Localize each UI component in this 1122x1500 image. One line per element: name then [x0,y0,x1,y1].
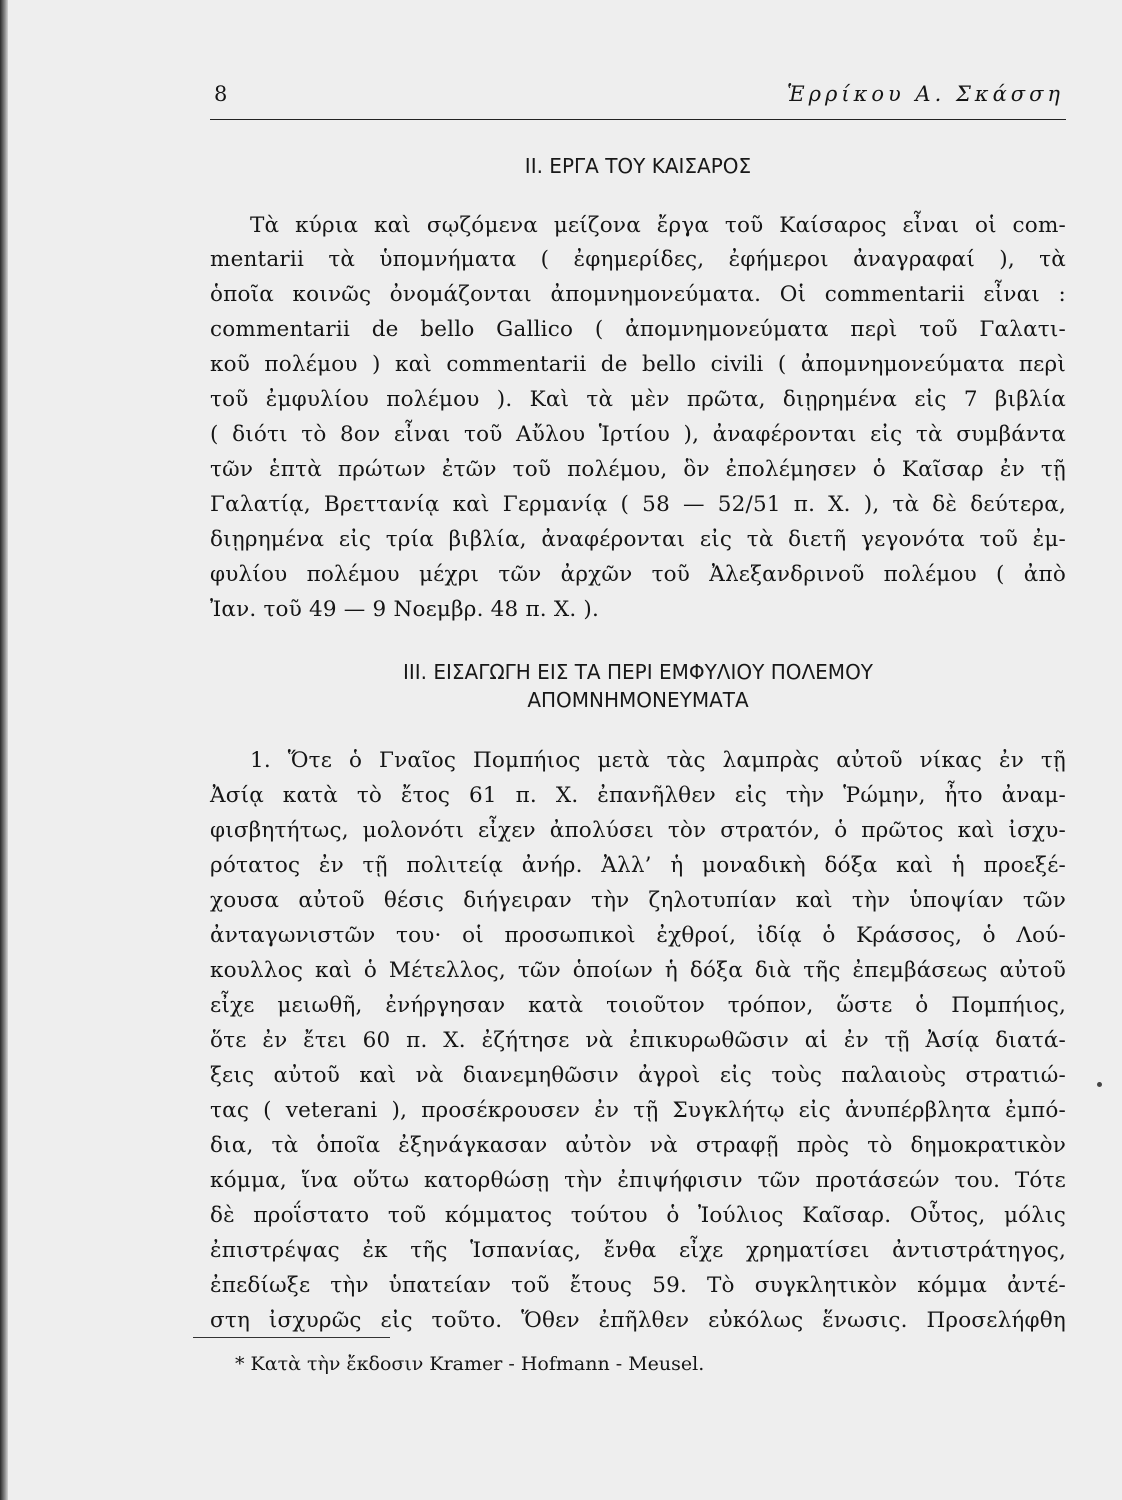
section-3-title: ΙΙΙ. ΕΙΣΑΓΩΓΗ ΕΙΣ ΤΑ ΠΕΡΙ ΕΜΦΥΛΙΟΥ ΠΟΛΕΜΟΥ [402,660,874,684]
text-line: Ἀσίᾳ κατὰ τὸ ἔτος 61 π. Χ. ἐπανῆλθεν εἰς τὴν Ῥώμην, ἦτο ἀναμ- [210,783,1066,808]
text-line: κόμμα, ἵνα οὕτω κατορθώσῃ τὴν ἐπιψήφισιν τῶν προτάσεών του. Τότε [210,1168,1066,1193]
text-line: mentarii τὰ ὑπομνήματα ( ἐφημερίδες, ἐφήμεροι ἀναγραφαί ), τὰ [210,247,1066,272]
page-binding-edge [0,0,8,1500]
text-line: ὁποῖα κοινῶς ὀνομάζονται ἀπομνημονεύματα. Οἱ commentarii εἶναι : [210,282,1066,307]
text-line: commentarii de bello Gallico ( ἀπομνημονεύματα περὶ τοῦ Γαλατι- [210,317,1066,342]
text-line: ὅτε ἐν ἔτει 60 π. Χ. ἐζήτησε νὰ ἐπικυρωθῶσιν αἱ ἐν τῇ Ἀσίᾳ διατά- [210,1028,1066,1053]
text-line: δια, τὰ ὁποῖα ἐξηνάγκασαν αὐτὸν νὰ στραφῇ πρὸς τὸ δημοκρατικὸν [210,1133,1066,1158]
text-line: ἐπιστρέψας ἐκ τῆς Ἱσπανίας, ἔνθα εἶχε χρηματίσει ἀντιστράτηγος, [210,1238,1066,1263]
running-head-author: Ἑρρίκου Α. Σκάσση [786,82,1064,106]
text-line: Γαλατίᾳ, Βρεττανίᾳ καὶ Γερμανίᾳ ( 58 — 52/51 π. Χ. ), τὰ δὲ δεύτερα, [210,492,1066,517]
text-line: στη ἰσχυρῶς εἰς τοῦτο. Ὅθεν ἐπῆλθεν εὐκόλως ἕνωσις. Προσελήφθη [210,1308,1066,1333]
text-line: τας ( veterani ), προσέκρουσεν ἐν τῇ Συγκλήτῳ εἰς ἀνυπέρβλητα ἐμπό- [210,1098,1066,1123]
text-line: Τὰ κύρια καὶ σῳζόμενα μείζονα ἔργα τοῦ Καίσαρος εἶναι οἱ com- [250,213,1066,238]
section-3-title-continued: ΑΠΟΜΝΗΜΟΝΕΥΜΑΤΑ [527,688,749,712]
page-number: 8 [214,82,228,106]
running-head [210,82,1066,112]
header-rule [210,119,1066,120]
text-line: ( διότι τὸ 8ον εἶναι τοῦ Αὔλου Ἱρτίου ), ἀναφέρονται εἰς τὰ συμβάντα [210,422,1066,447]
text-line: διῃρημένα εἰς τρία βιβλία, ἀναφέρονται εἰς τὰ διετῆ γεγονότα τοῦ ἐμ- [210,527,1066,552]
text-line: φισβητήτως, μολονότι εἶχεν ἀπολύσει τὸν στρατόν, ὁ πρῶτος καὶ ἰσχυ- [210,818,1066,843]
text-line: τοῦ ἐμφυλίου πολέμου ). Καὶ τὰ μὲν πρῶτα, διῃρημένα εἰς 7 βιβλία [210,387,1066,412]
scan-speck [1097,1082,1102,1087]
text-line: Ἰαν. τοῦ 49 — 9 Νοεμβρ. 48 π. Χ. ). [210,597,600,622]
text-line: κοῦ πολέμου ) καὶ commentarii de bello civili ( ἀπομνημονεύματα περὶ [210,352,1066,377]
text-line: 1. Ὅτε ὁ Γναῖος Πομπήιος μετὰ τὰς λαμπρὰς αὐτοῦ νίκας ἐν τῇ [250,748,1066,773]
text-line: τῶν ἑπτὰ πρώτων ἐτῶν τοῦ πολέμου, ὃν ἐπολέμησεν ὁ Καῖσαρ ἐν τῇ [210,457,1066,482]
footnote: * Κατὰ τὴν ἔκδοσιν Kramer - Hofmann - Meusel. [235,1353,705,1375]
text-line: ἀνταγωνιστῶν του· οἱ προσωπικοὶ ἐχθροί, ἰδίᾳ ὁ Κράσσος, ὁ Λού- [210,923,1066,948]
footnote-rule [193,1337,390,1338]
text-line: φυλίου πολέμου μέχρι τῶν ἀρχῶν τοῦ Ἀλεξανδρινοῦ πολέμου ( ἀπὸ [210,562,1066,587]
text-line: κουλλος καὶ ὁ Μέτελλος, τῶν ὁποίων ἡ δόξα διὰ τῆς ἐπεμβάσεως αὐτοῦ [210,958,1066,983]
text-line: χουσα αὐτοῦ θέσις διήγειραν τὴν ζηλοτυπίαν καὶ τὴν ὑποψίαν τῶν [210,888,1066,913]
text-line: δὲ προΐστατο τοῦ κόμματος τούτου ὁ Ἰούλιος Καῖσαρ. Οὗτος, μόλις [210,1203,1066,1228]
text-line: ρότατος ἐν τῇ πολιτείᾳ ἀνήρ. Ἀλλ’ ἡ μοναδικὴ δόξα καὶ ἡ προεξέ- [210,853,1066,878]
section-2-title: ΙΙ. ΕΡΓΑ ΤΟΥ ΚΑΙΣΑΡΟΣ [524,154,752,178]
text-line: ἐπεδίωξε τὴν ὑπατείαν τοῦ ἔτους 59. Τὸ συγκλητικὸν κόμμα ἀντέ- [210,1273,1066,1298]
text-line: ξεις αὐτοῦ καὶ νὰ διανεμηθῶσιν ἀγροὶ εἰς τοὺς παλαιοὺς στρατιώ- [210,1063,1066,1088]
text-line: εἶχε μειωθῆ, ἐνήργησαν κατὰ τοιοῦτον τρόπον, ὥστε ὁ Πομπήιος, [210,993,1066,1018]
